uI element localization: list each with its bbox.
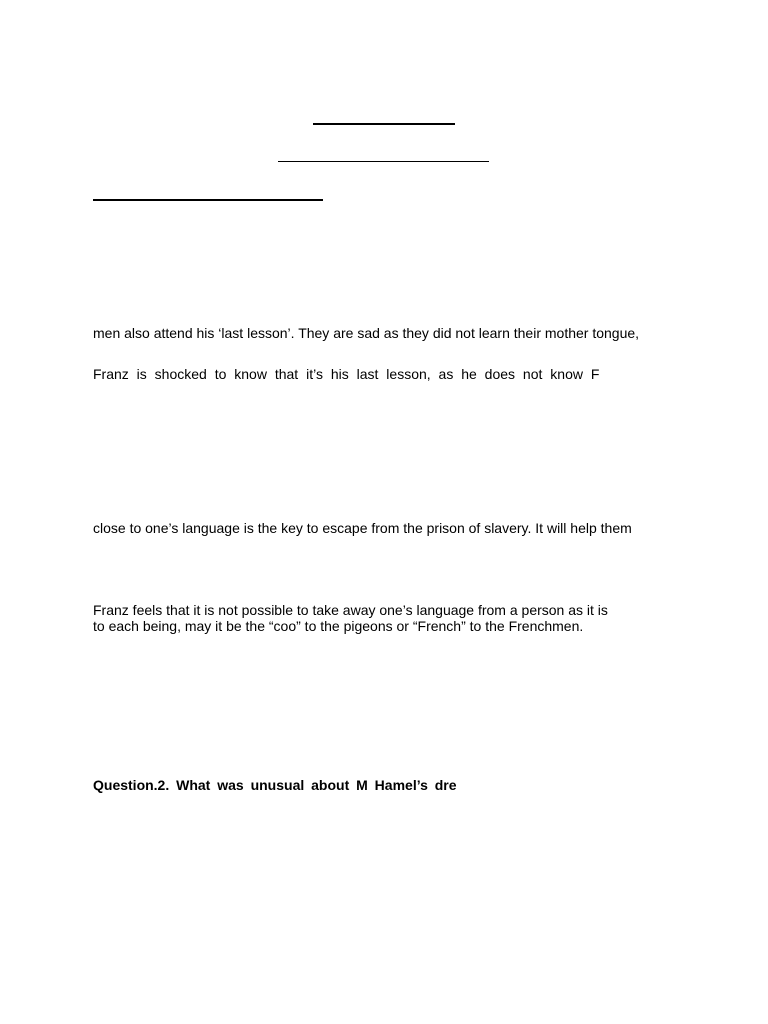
paragraph-4-line-1: Franz feels that it is not possible to take away one’s language from a person as it is <box>93 602 608 618</box>
paragraph-4-line-2: to each being, may it be the “coo” to the pigeons or “French” to the Frenchmen. <box>93 618 584 634</box>
subtitle-underline <box>278 161 489 162</box>
title-underline <box>313 123 455 125</box>
paragraph-1-line-1: men also attend his ‘last lesson’. They are sad as they did not learn their mother tongue, <box>93 325 640 341</box>
question-2-heading: Question.2. What was unusual about M Hamel’s dre <box>93 777 457 793</box>
heading-underline <box>93 199 323 201</box>
paragraph-2-line-1: Franz is shocked to know that it’s his last lesson, as he does not know F <box>93 366 600 382</box>
paragraph-3-line-1: close to one’s language is the key to escape from the prison of slavery. It will help them <box>93 520 632 536</box>
